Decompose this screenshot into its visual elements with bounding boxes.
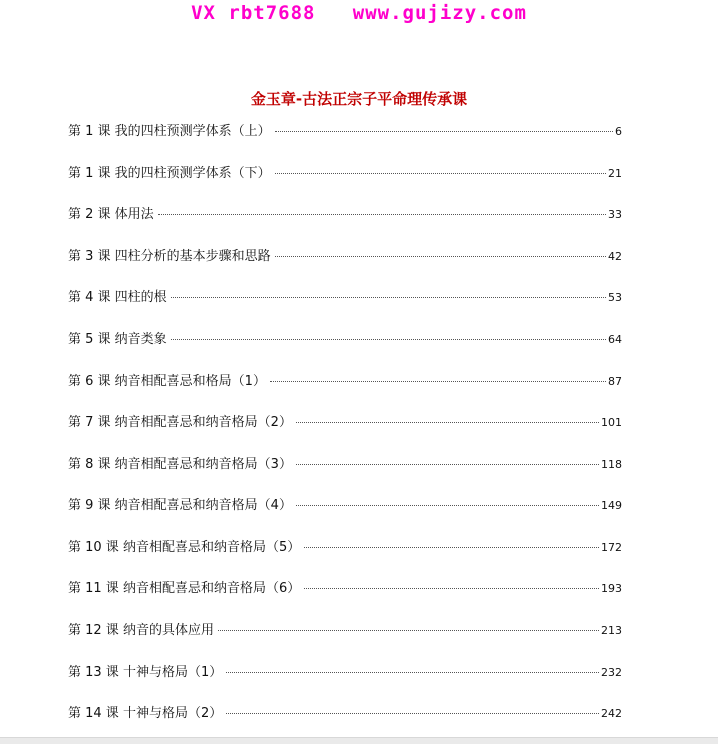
toc-entry-page: 149 — [601, 499, 622, 512]
toc-entry[interactable] — [68, 245, 622, 265]
toc-entry[interactable] — [68, 203, 622, 223]
toc-entry-label: 第 4 课 四柱的根 — [68, 290, 167, 305]
toc-entry-label: 第 12 课 纳音的具体应用 — [68, 623, 214, 638]
toc-entry-label: 第 13 课 十神与格局（1） — [68, 665, 223, 680]
toc-dot-leader — [296, 422, 599, 423]
toc-dot-leader — [275, 173, 606, 174]
toc-entry-page: 101 — [601, 416, 622, 429]
toc-entry[interactable] — [68, 661, 622, 681]
toc-entry-label: 第 9 课 纳音相配喜忌和纳音格局（4） — [68, 498, 292, 513]
toc-entry-label: 第 3 课 四柱分析的基本步骤和思路 — [68, 249, 271, 264]
toc-entry-label: 第 1 课 我的四柱预测学体系（上） — [68, 124, 271, 139]
toc-entry-label: 第 10 课 纳音相配喜忌和纳音格局（5） — [68, 540, 301, 555]
toc-entry-page: 42 — [608, 250, 622, 263]
toc-dot-leader — [296, 505, 599, 506]
toc-entry-page: 87 — [608, 375, 622, 388]
toc-dot-leader — [275, 256, 606, 257]
toc-dot-leader — [304, 547, 599, 548]
toc-entry-page: 53 — [608, 291, 622, 304]
page-title: 金玉章-古法正宗子平命理传承课 — [250, 90, 468, 108]
toc-dot-leader — [296, 464, 599, 465]
toc-dot-leader — [171, 297, 606, 298]
toc-entry-page: 64 — [608, 333, 622, 346]
toc-entry[interactable] — [68, 536, 622, 556]
toc-entry-label: 第 1 课 我的四柱预测学体系（下） — [68, 166, 271, 181]
toc-dot-leader — [275, 131, 613, 132]
toc-entry-page: 6 — [615, 125, 622, 138]
toc-entry-page: 232 — [601, 666, 622, 679]
watermark-text: VX rbt7688 www.gujizy.com — [191, 2, 527, 24]
toc-entry[interactable] — [68, 411, 622, 431]
toc-entry-page: 193 — [601, 582, 622, 595]
toc-entry-label: 第 6 课 纳音相配喜忌和格局（1） — [68, 374, 266, 389]
toc-entry-page: 172 — [601, 541, 622, 554]
toc-entry-page: 33 — [608, 208, 622, 221]
toc-entry-label: 第 14 课 十神与格局（2） — [68, 706, 223, 721]
toc-entry[interactable] — [68, 577, 622, 597]
toc-entry-label: 第 8 课 纳音相配喜忌和纳音格局（3） — [68, 457, 292, 472]
toc-entry[interactable] — [68, 120, 622, 140]
toc-dot-leader — [270, 381, 606, 382]
toc-entry[interactable] — [68, 328, 622, 348]
toc-dot-leader — [226, 713, 599, 714]
toc-dot-leader — [171, 339, 606, 340]
toc-entry[interactable] — [68, 494, 622, 514]
toc-dot-leader — [304, 588, 599, 589]
toc-entry-page: 213 — [601, 624, 622, 637]
toc-entry-page: 118 — [601, 458, 622, 471]
toc-entry[interactable] — [68, 162, 622, 182]
toc-entry-label: 第 2 课 体用法 — [68, 207, 154, 222]
toc-entry[interactable] — [68, 453, 622, 473]
toc-dot-leader — [226, 672, 599, 673]
toc-entry-page: 242 — [601, 707, 622, 720]
toc-entry[interactable] — [68, 619, 622, 639]
page-bottom-edge — [0, 737, 718, 744]
toc-entry[interactable] — [68, 286, 622, 306]
toc-entry[interactable] — [68, 702, 622, 722]
toc-entry-label: 第 7 课 纳音相配喜忌和纳音格局（2） — [68, 415, 292, 430]
toc-dot-leader — [158, 214, 606, 215]
toc-entry[interactable] — [68, 370, 622, 390]
toc-entry-label: 第 5 课 纳音类象 — [68, 332, 167, 347]
toc-entry-label: 第 11 课 纳音相配喜忌和纳音格局（6） — [68, 581, 301, 596]
toc-dot-leader — [218, 630, 599, 631]
toc-entry-page: 21 — [608, 167, 622, 180]
